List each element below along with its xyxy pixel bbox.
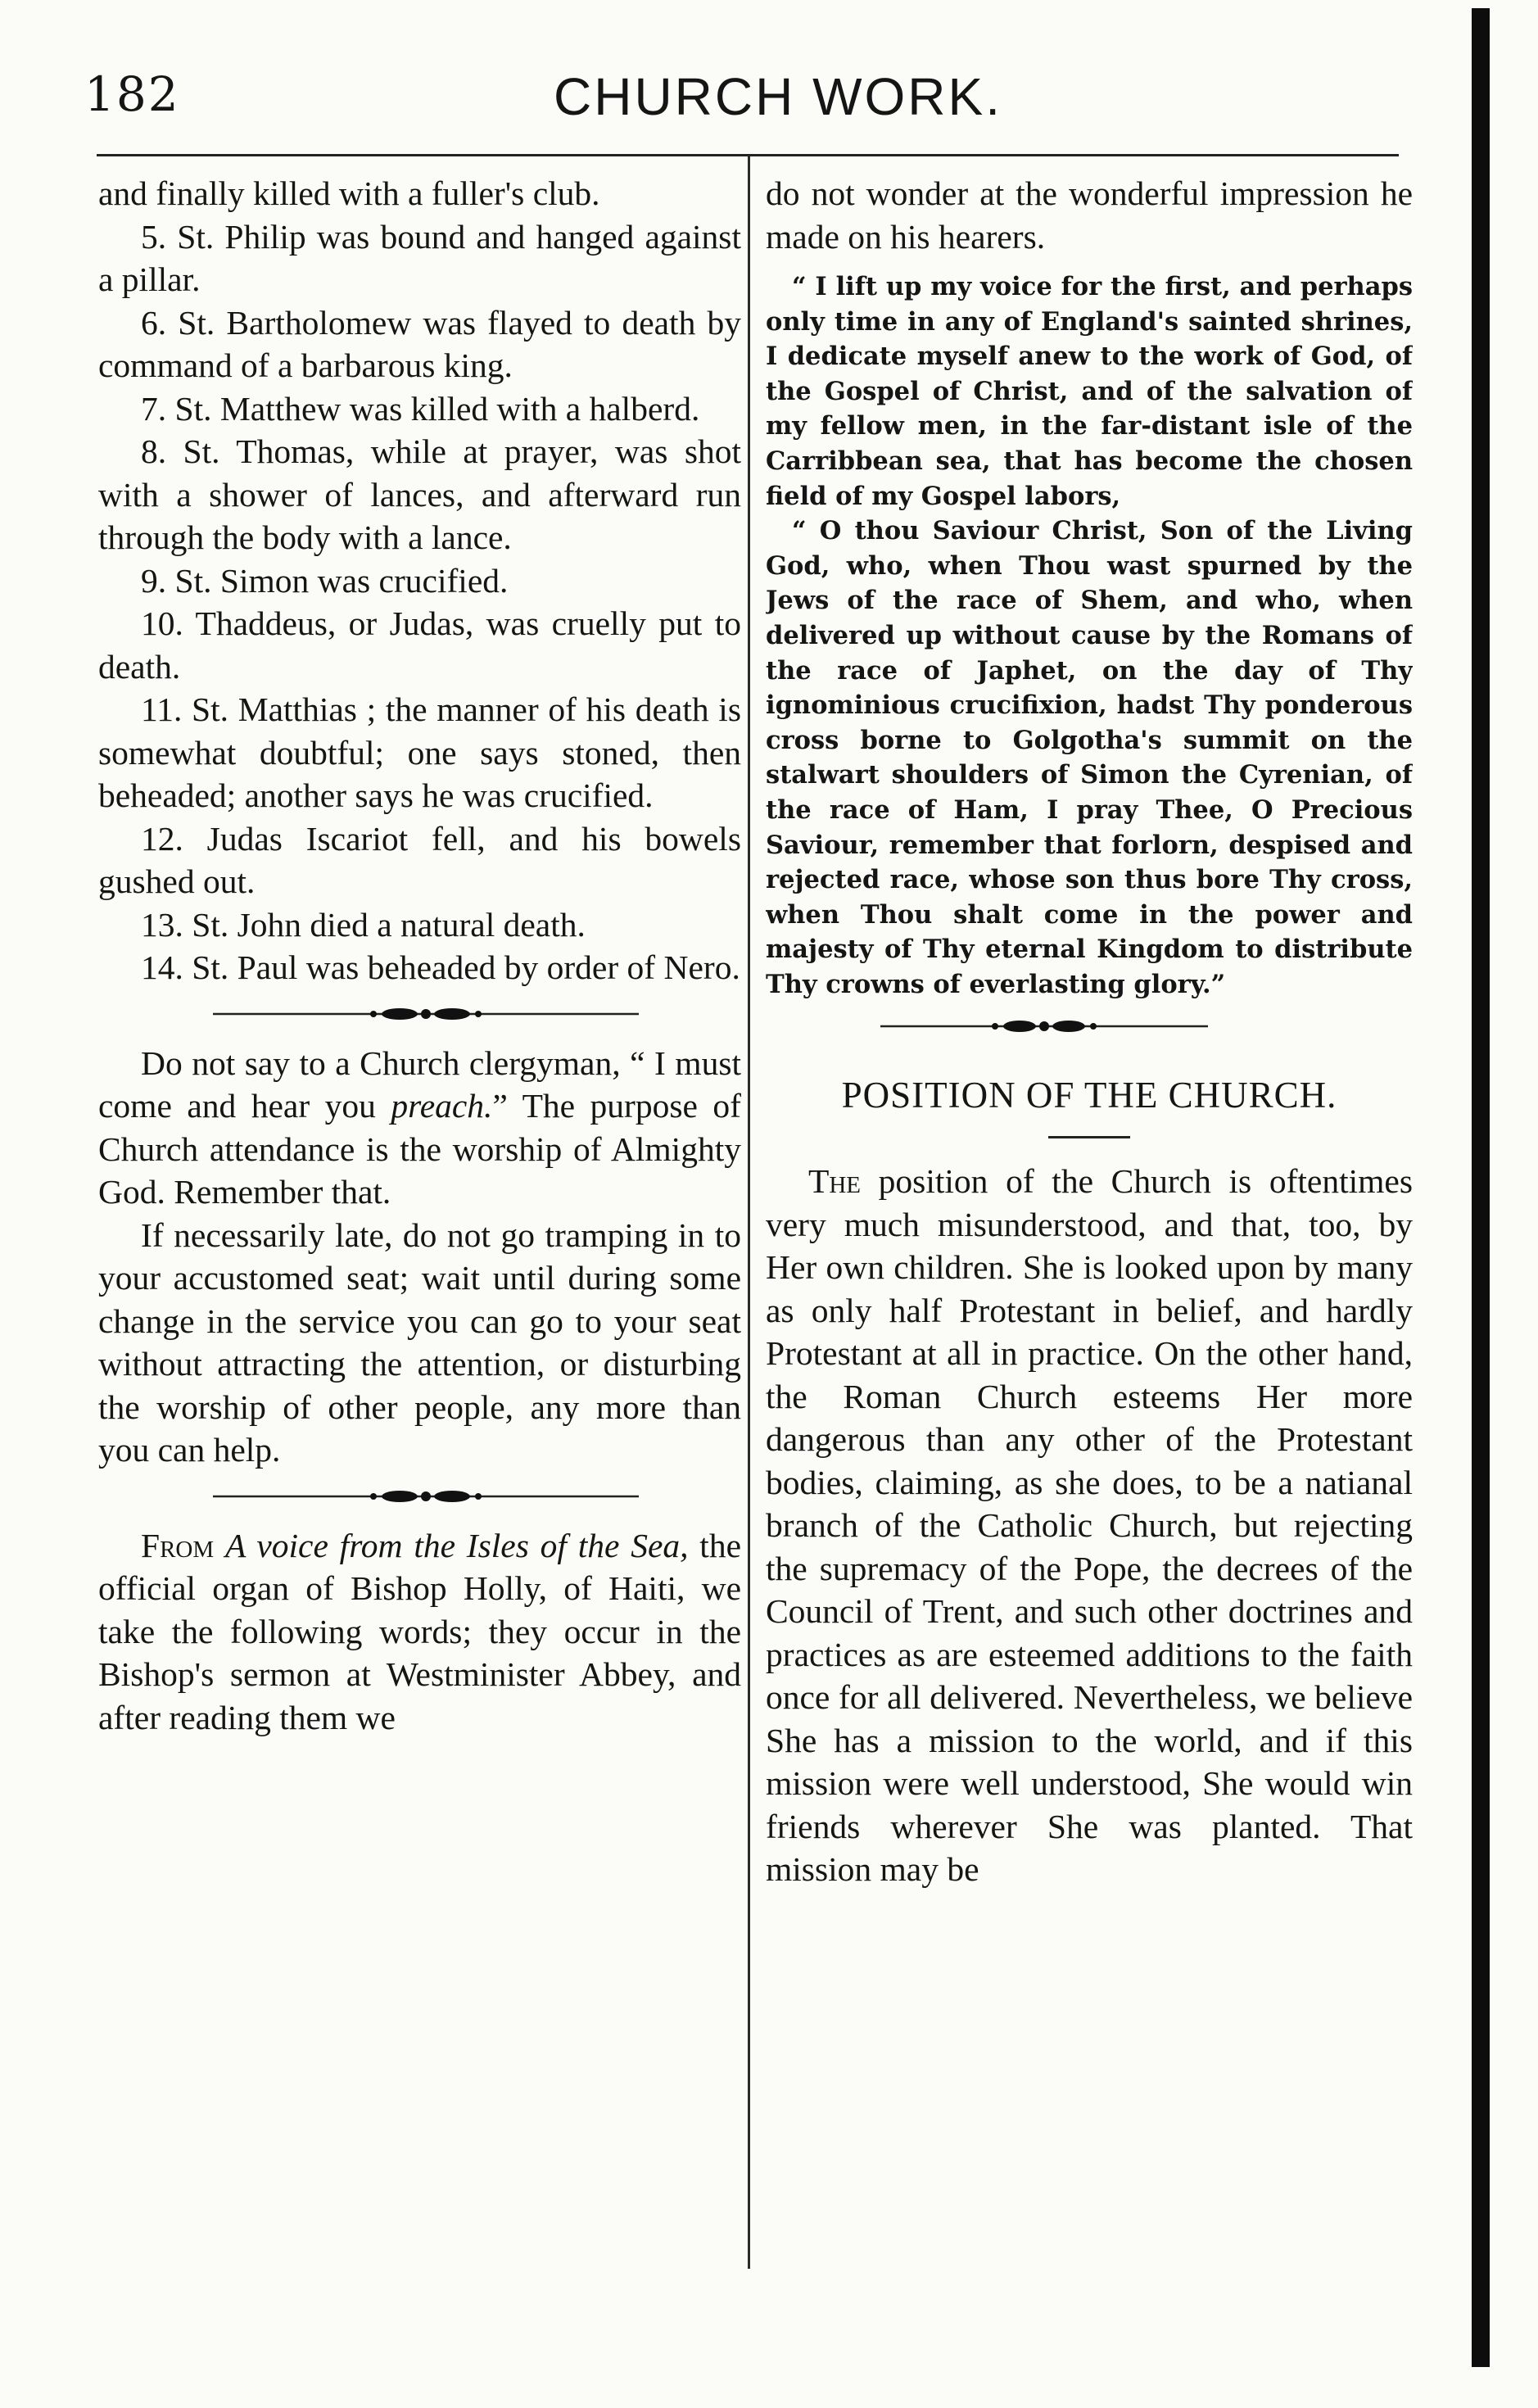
clergyman-paragraph: Do not say to a Church clergyman, “ I must come and hear you preach.” The purpose of Church attendance is the worship of Almighty God. Remember that. — [98, 1043, 741, 1211]
ornament-divider-2 — [98, 1472, 741, 1524]
apostle-note-continued: and finally killed with a fuller's club. — [98, 174, 600, 212]
ornament-icon — [213, 1004, 639, 1024]
apostle-note-judas: 12. Judas Iscariot fell, and his bowels gushed out. — [98, 819, 741, 900]
title-rule — [1048, 1136, 1130, 1138]
apostle-note-simon: 9. St. Simon was crucified. — [141, 561, 509, 600]
page-number: 182 — [84, 66, 180, 122]
apostle-note-john: 13. St. John died a natural death. — [141, 905, 586, 944]
sermon-quote — [766, 269, 1413, 1002]
apostle-note-philip: 5. St. Philip was bound and hanged against a pillar. — [98, 217, 741, 298]
apostle-note-matthias: 11. St. Matthias ; the manner of his death is somewhat doubtful; one says stoned, then beheaded; another says he was crucified. — [98, 690, 741, 814]
section-title: POSITION OF THE CHURCH. — [841, 1075, 1337, 1116]
apostle-note-bartholomew: 6. St. Bartholomew was flayed to death by command of a barbarous king. — [98, 303, 741, 384]
left-column — [98, 172, 741, 2302]
apostle-note-matthew: 7. St. Matthew was killed with a halberd. — [141, 389, 700, 428]
bishop-holly-intro: From A voice from the Isles of the Sea, the official organ of Bishop Holly, of Haiti, we take the following words; they occur in the Bishop's sermon at Westminister Abbey, and after reading them we — [98, 1526, 741, 1736]
sermon-quote-part-2: “ O thou Saviour Christ, Son of the Living God, who, when Thou wast spurned by the Jews of the race of Shem, and who, when delivered up without cause by the Romans of the race of Japhet, on the day of Thy ignominious crucifixion, hadst Thy ponderous cross borne to Golgotha's summit on the stalwart shoulders of Simon the Cyrenian, of the race of Ham, I pray Thee, O Precious Saviour, remember that forlorn, despised and rejected race, whose son thus bore Thy cross, when Thou shalt come in the power and majesty of Thy eternal Kingdom to distribute Thy crowns of everlasting glory.” — [766, 516, 1413, 999]
sermon-quote-part-1: “ I lift up my voice for the first, and perhaps only time in any of England's sainted shrines, I dedicate myself anew to the work of God, of the Gospel of Christ, and of the salvation of my fellow men, in the far-distant isle of the Carribbean sea, that has become the chosen field of my Gospel labors, — [766, 272, 1413, 511]
apostle-note-thaddeus: 10. Thaddeus, or Judas, was cruelly put to death. — [98, 604, 741, 686]
column-divider — [748, 156, 750, 2269]
margin-bar — [1472, 8, 1490, 2367]
ornament-icon — [213, 1487, 639, 1506]
ornament-icon — [880, 1016, 1208, 1036]
position-paragraph: The position of the Church is oftentimes very much misunderstood, and that, too, by Her own children. She is looked upon by many as only half Protestant in belief, and hardly Protestant at all in practice. On the other hand, the Roman Church esteems Her more dangerous than any other of the Protestant bodies, claiming, as she does, to be a natianal branch of the Catholic Church, but rejecting the supremacy of the Pope, the decrees of the Council of Trent, and such other doctrines and practices as are esteemed additions to the faith once for all delivered. Nevertheless, we believe She has a mission to the world, and if this mission were well understood, She would win friends wherever She was planted. That mission may be — [766, 1162, 1413, 1889]
ornament-divider — [98, 989, 741, 1042]
impression-line: do not wonder at the wonderful impression he made on his hearers. — [766, 174, 1413, 256]
ornament-divider-3 — [766, 1002, 1413, 1054]
apostle-note-paul: 14. St. Paul was beheaded by order of Nero. — [141, 948, 740, 986]
apostle-note-thomas: 8. St. Thomas, while at prayer, was shot with a shower of lances, and afterward run through the body with a lance. — [98, 432, 741, 556]
running-title: CHURCH WORK. — [554, 67, 1002, 126]
right-column — [766, 172, 1413, 2302]
late-arrival-paragraph: If necessarily late, do not go tramping in to your accustomed seat; wait until during some change in the service you can go to your seat without attracting the attention, or disturbing the worship of other people, any more than you can help. — [98, 1215, 741, 1469]
